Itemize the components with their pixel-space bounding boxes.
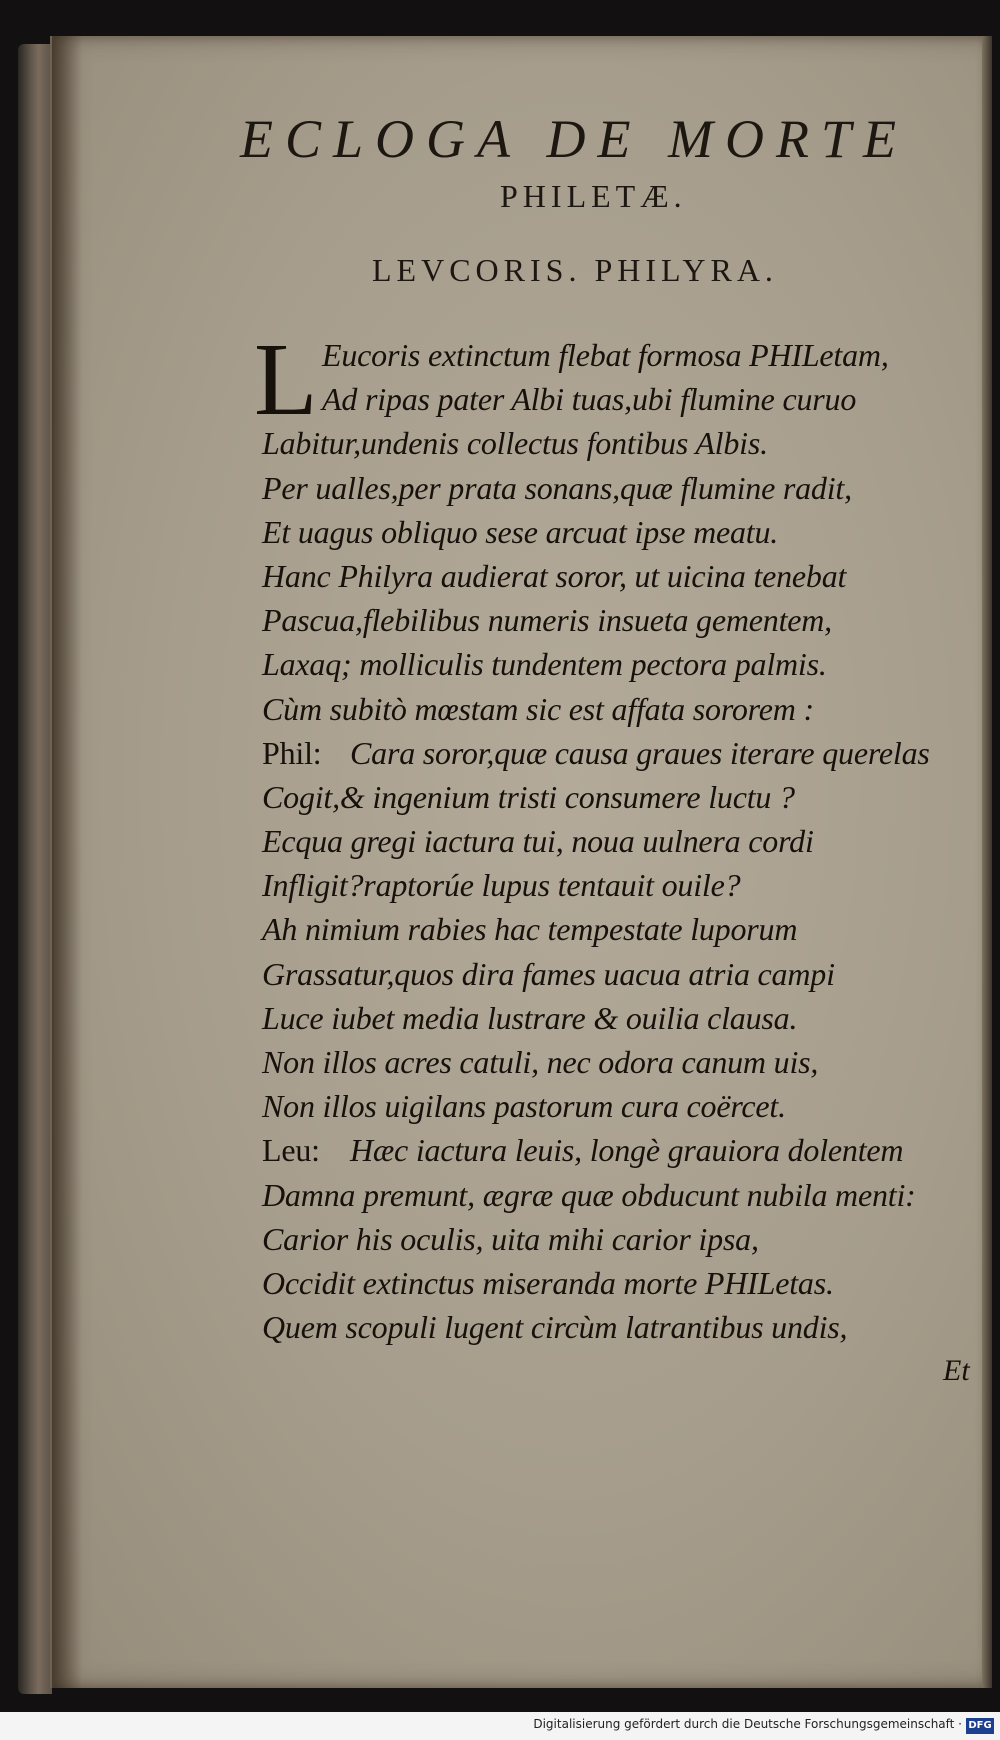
text-line	[262, 642, 982, 686]
footer-credit: Digitalisierung gefördert durch die Deutsche Forschungsgemeinschaft ·	[533, 1717, 962, 1731]
footer-bar	[0, 1712, 1000, 1740]
text-line	[262, 1305, 982, 1349]
text-line	[262, 421, 982, 465]
line-text: Labitur,undenis collectus fontibus Albis.	[262, 425, 768, 462]
line-text: Quem scopuli lugent circùm latrantibus undis,	[262, 1309, 848, 1346]
text-line	[262, 1128, 982, 1172]
line-text: Et uagus obliquo sese arcuat ipse meatu.	[262, 513, 779, 550]
catchword: Et	[943, 1354, 970, 1387]
line-text: Ad ripas pater Albi tuas,ubi flumine curuo	[322, 381, 857, 418]
line-text: Cogit,& ingenium tristi consumere luctu ?	[262, 778, 795, 815]
line-text: Laxaq; molliculis tundentem pectora palmis.	[262, 646, 827, 683]
book-edge	[18, 44, 52, 1694]
spine-shadow	[52, 36, 82, 1688]
text-line	[262, 731, 982, 775]
text-line	[262, 819, 982, 863]
text-line	[262, 510, 982, 554]
line-text: Damna premunt, ægræ quæ obducunt nubila menti:	[262, 1176, 916, 1213]
text-line	[262, 333, 982, 377]
line-text: Non illos uigilans pastorum cura coërcet.	[262, 1088, 786, 1125]
text-line	[262, 996, 982, 1040]
line-text: Hanc Philyra audierat soror, ut uicina tenebat	[262, 557, 847, 594]
speaker-heading: LEVCORIS. PHILYRA.	[372, 252, 778, 288]
page-edge	[982, 36, 992, 1688]
line-text: Non illos acres catuli, nec odora canum uis,	[262, 1044, 819, 1080]
text-line	[262, 907, 982, 951]
speaker-label: Phil:	[262, 734, 322, 771]
drop-capital: L	[254, 322, 318, 437]
page-title: ECLOGA DE MORTE	[240, 109, 909, 169]
text-line	[262, 466, 982, 510]
text-line	[262, 775, 982, 819]
line-text: Per ualles,per prata sonans,quæ flumine radit,	[262, 469, 852, 506]
text-line	[262, 1084, 982, 1128]
line-text: Eucoris extinctum flebat formosa PHILetam,	[322, 337, 889, 373]
line-text: Ah nimium rabies hac tempestate luporum	[262, 911, 798, 948]
text-line	[262, 1261, 982, 1305]
text-line	[262, 952, 982, 996]
line-text: Occidit extinctus miseranda morte PHILetas.	[262, 1264, 834, 1301]
text-line	[262, 687, 982, 731]
text-line	[262, 377, 982, 421]
line-text: Cùm subitò mœstam sic est affata sororem :	[262, 690, 814, 727]
line-text: Pascua,flebilibus numeris insueta gementem,	[262, 602, 832, 639]
text-line	[262, 1173, 982, 1217]
speaker-label: Leu:	[262, 1132, 320, 1169]
text-line	[262, 863, 982, 907]
text-line	[262, 1040, 982, 1084]
line-text: Carior his oculis, uita mihi carior ipsa,	[262, 1220, 759, 1257]
poem-text	[262, 333, 982, 1349]
line-text: Infligit?raptorúe lupus tentauit ouile?	[262, 867, 741, 904]
line-text: Hæc iactura leuis, longè grauiora dolentem	[350, 1132, 904, 1169]
line-text: Cara soror,quæ causa graues iterare querelas	[350, 734, 930, 771]
line-text: Grassatur,quos dira fames uacua atria campi	[262, 955, 835, 992]
page-subtitle: PHILETÆ.	[500, 178, 687, 214]
dfg-logo: DFG	[966, 1718, 994, 1734]
text-line	[262, 554, 982, 598]
text-line	[262, 598, 982, 642]
line-text: Luce iubet media lustrare & ouilia clausa.	[262, 999, 798, 1036]
text-line	[262, 1217, 982, 1261]
line-text: Ecqua gregi iactura tui, noua uulnera cordi	[262, 823, 814, 860]
